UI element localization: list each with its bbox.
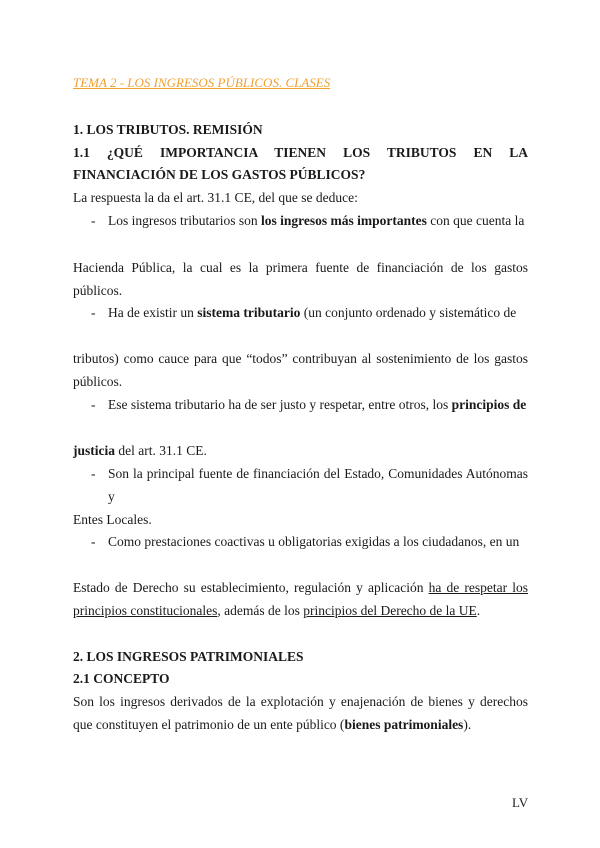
list-item-continuation: Estado de Derecho su establecimiento, regulación y aplicación ha de respetar los principios constitucionales, además de los principios del Derecho de la UE. <box>73 580 528 618</box>
list-item: - Como prestaciones coactivas u obligatorias exigidas a los ciudadanos, en un <box>91 534 520 549</box>
intro-paragraph: La respuesta la da el art. 31.1 CE, del que se deduce: <box>73 190 358 205</box>
subsection-1-1-heading-line1: 1.1 ¿QUÉ IMPORTANCIA TIENEN LOS TRIBUTOS EN LA <box>73 145 528 160</box>
section-1-heading: 1. LOS TRIBUTOS. REMISIÓN <box>73 122 263 137</box>
list-item-continuation: tributos) como cauce para que “todos” contribuyan al sostenimiento de los gastos públicos. <box>73 351 528 389</box>
list-item: - Ese sistema tributario ha de ser justo y respetar, entre otros, los principios de <box>91 397 527 412</box>
list-item-continuation: Hacienda Pública, la cual es la primera fuente de financiación de los gastos públicos. <box>73 260 528 298</box>
subsection-2-1-heading: 2.1 CONCEPTO <box>73 671 170 686</box>
concept-paragraph: Son los ingresos derivados de la explotación y enajenación de bienes y derechos que constituyen el patrimonio de un ente público (bienes patrimoniales). <box>73 694 528 732</box>
section-2-heading: 2. LOS INGRESOS PATRIMONIALES <box>73 649 304 664</box>
list-item-continuation: Entes Locales. <box>73 512 152 527</box>
subsection-1-1-heading-line2: FINANCIACIÓN DE LOS GASTOS PÚBLICOS? <box>73 167 366 182</box>
document-title: TEMA 2 - LOS INGRESOS PÚBLICOS. CLASES <box>73 75 331 90</box>
list-item: - Los ingresos tributarios son los ingresos más importantes con que cuenta la <box>91 213 525 228</box>
page-footer-initials: LV <box>512 795 529 810</box>
list-item-continuation: justicia del art. 31.1 CE. <box>73 443 207 458</box>
list-item: - Son la principal fuente de financiación del Estado, Comunidades Autónomas y <box>91 466 528 504</box>
list-item: - Ha de existir un sistema tributario (un conjunto ordenado y sistemático de <box>91 305 517 320</box>
